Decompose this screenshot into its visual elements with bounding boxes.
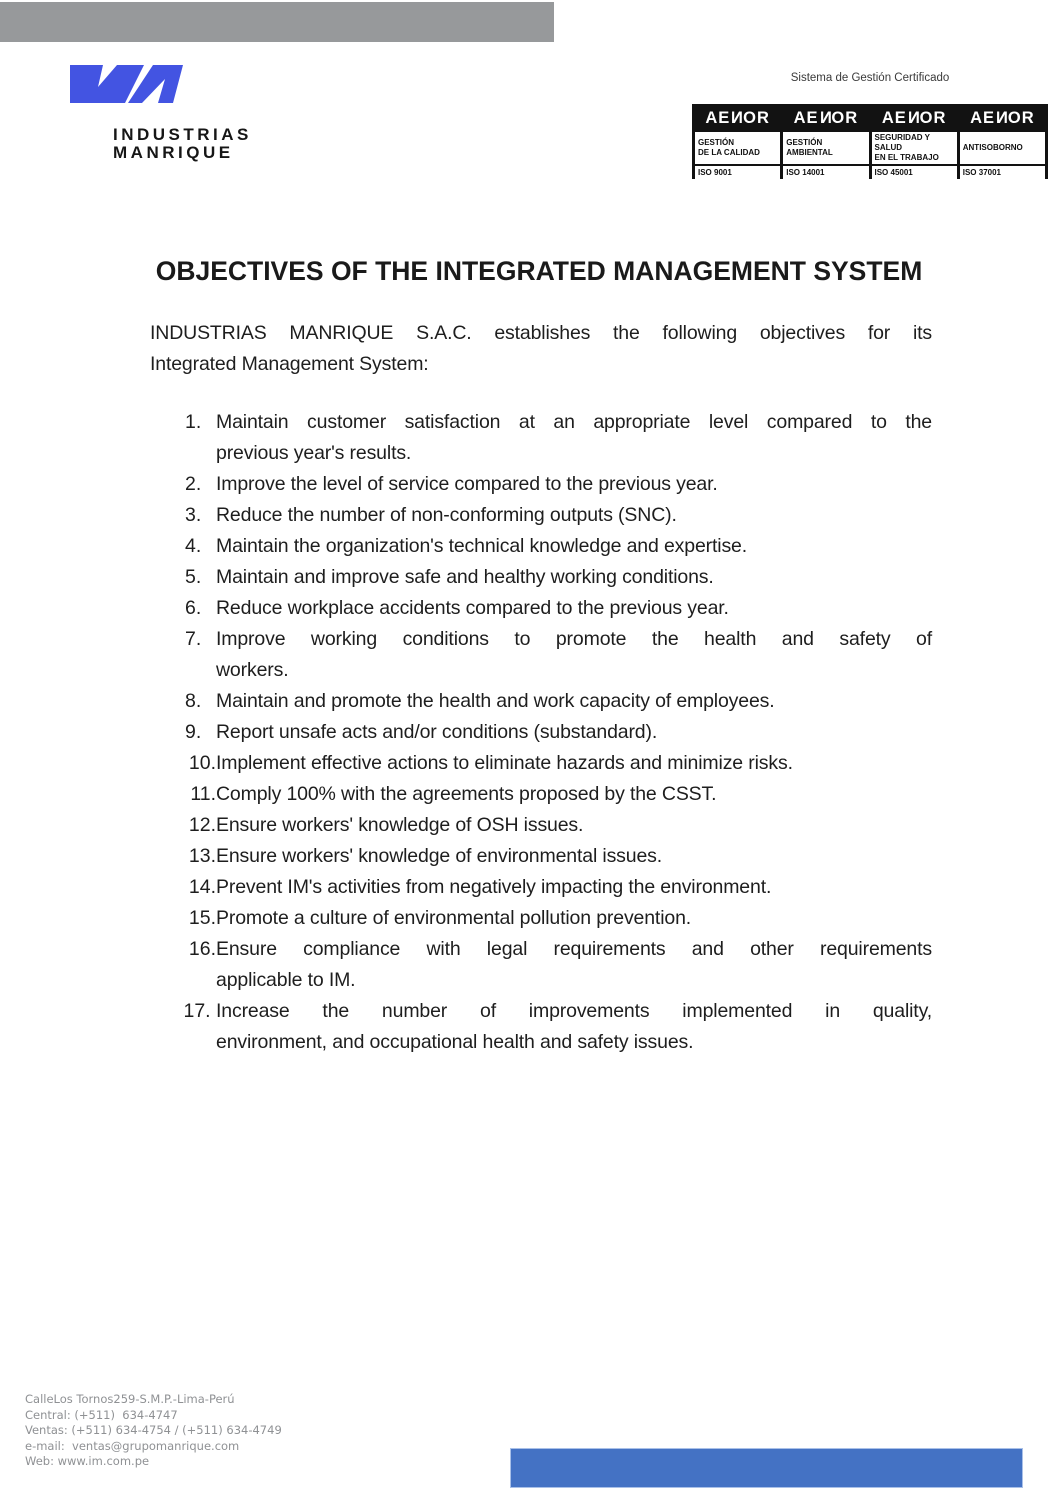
iso-standard: ISO 45001 xyxy=(872,166,957,179)
company-logo-icon xyxy=(70,64,183,103)
aenor-letters: AE xyxy=(705,109,731,127)
objective-line: Implement effective actions to eliminate hazards and minimize risks. xyxy=(216,752,793,774)
objective-number: 3. xyxy=(185,504,202,526)
aenor-reversed-n-icon: N xyxy=(995,109,1008,127)
objective-line: previous year's results. xyxy=(216,442,412,464)
aenor-wordmark xyxy=(783,107,868,130)
intro-paragraph xyxy=(150,318,932,380)
objective-line: workers. xyxy=(216,659,289,681)
aenor-column xyxy=(960,107,1045,179)
objective-number: 8. xyxy=(185,690,202,712)
objective-line: applicable to IM. xyxy=(216,969,356,991)
aenor-letters: OR xyxy=(743,109,770,127)
objective-item xyxy=(150,500,932,531)
footer-line: e-mail: ventas@grupomanrique.com xyxy=(25,1438,240,1453)
objective-number: 6. xyxy=(185,597,202,619)
certification-scheme xyxy=(872,132,957,164)
objective-item xyxy=(150,934,932,996)
certification-scheme xyxy=(783,132,868,164)
objective-item xyxy=(150,407,932,469)
objective-line: Maintain customer satisfaction at an appropriate level compared to the xyxy=(216,411,932,433)
scheme-line: DE LA CALIDAD xyxy=(698,148,760,157)
objective-item xyxy=(150,562,932,593)
objective-number: 14. xyxy=(188,876,216,898)
objective-line: Improve working conditions to promote the health and safety of xyxy=(216,628,932,650)
objective-number: 7. xyxy=(185,628,202,650)
objective-item xyxy=(150,841,932,872)
scheme-line: AMBIENTAL xyxy=(786,148,833,157)
objective-line: Ensure workers' knowledge of environmental issues. xyxy=(216,845,663,867)
logo-monogram-icon xyxy=(70,64,183,103)
footer-line: Central: (+511) 634-4747 xyxy=(25,1407,178,1422)
objective-item xyxy=(150,717,932,748)
objective-number: 9. xyxy=(185,721,202,743)
objective-item xyxy=(150,996,932,1058)
objective-number: 16. xyxy=(188,938,216,960)
aenor-wordmark xyxy=(695,107,780,130)
objective-item xyxy=(150,748,932,779)
certification-scheme xyxy=(960,132,1045,164)
aenor-reversed-n-icon: N xyxy=(730,109,744,127)
footer-line: Ventas: (+511) 634-4754 / (+511) 634-4749 xyxy=(25,1423,282,1437)
aenor-column xyxy=(695,107,780,179)
objective-number: 11. xyxy=(190,783,216,805)
iso-standard: ISO 14001 xyxy=(783,166,868,179)
objective-number: 4. xyxy=(185,535,202,557)
company-name xyxy=(113,126,252,161)
objective-item xyxy=(150,624,932,686)
objective-item xyxy=(150,593,932,624)
objective-number: 12. xyxy=(188,814,216,836)
objective-line: Maintain the organization's technical knowledge and expertise. xyxy=(216,535,748,557)
aenor-column xyxy=(783,107,868,179)
objective-item xyxy=(150,531,932,562)
objective-number: 5. xyxy=(185,566,202,588)
objective-line: Prevent IM's activities from negatively impacting the environment. xyxy=(216,876,772,898)
aenor-column xyxy=(872,107,957,179)
objective-number: 10. xyxy=(188,752,216,774)
certification-caption: Sistema de Gestión Certificado xyxy=(790,72,950,84)
iso-standard: ISO 9001 xyxy=(695,166,780,179)
objective-item xyxy=(150,686,932,717)
objective-item xyxy=(150,469,932,500)
scheme-line: GESTIÓN xyxy=(698,138,735,147)
aenor-letters: AE xyxy=(793,109,819,127)
objective-line: Improve the level of service compared to the previous year. xyxy=(216,473,718,495)
objective-line: Promote a culture of environmental pollution prevention. xyxy=(216,907,692,929)
brand-line-1: INDUSTRIAS xyxy=(113,125,252,144)
objective-number: 15. xyxy=(188,907,216,929)
iso-standard: ISO 37001 xyxy=(960,166,1045,179)
aenor-reversed-n-icon: N xyxy=(906,109,920,127)
objectives-list xyxy=(150,407,932,1058)
footer-line: Web: www.im.com.pe xyxy=(25,1454,150,1468)
aenor-letters: OR xyxy=(1007,109,1035,127)
objective-line: Maintain and promote the health and work capacity of employees. xyxy=(216,690,775,712)
scheme-line: GESTIÓN xyxy=(786,138,823,147)
footer-line: CalleLos Tornos259-S.M.P.-Lima-Perú xyxy=(25,1392,235,1406)
objective-item xyxy=(150,779,932,810)
aenor-certification-table xyxy=(692,104,1048,179)
objective-line: Comply 100% with the agreements proposed by the CSST. xyxy=(216,783,717,805)
objective-number: 17. xyxy=(183,1000,216,1022)
top-gray-bar xyxy=(0,2,554,42)
intro-line: INDUSTRIAS MANRIQUE S.A.C. establishes the following objectives for its xyxy=(150,322,932,344)
objective-line: Reduce the number of non-conforming outputs (SNC). xyxy=(216,504,677,526)
aenor-reversed-n-icon: N xyxy=(818,109,832,127)
objective-line: Increase the number of improvements implemented in quality, xyxy=(216,1000,932,1022)
objective-item xyxy=(150,903,932,934)
objective-line: environment, and occupational health and safety issues. xyxy=(216,1031,694,1053)
scheme-line: EN EL TRABAJO xyxy=(874,153,939,162)
intro-line: Integrated Management System: xyxy=(150,353,429,375)
footer-contact xyxy=(25,1392,282,1470)
aenor-letters: OR xyxy=(831,109,859,127)
objective-item xyxy=(150,872,932,903)
aenor-letters: AE xyxy=(970,109,995,127)
aenor-letters: OR xyxy=(919,109,947,127)
objective-line: Reduce workplace accidents compared to the previous year. xyxy=(216,597,729,619)
aenor-wordmark xyxy=(960,107,1045,130)
document-title: OBJECTIVES OF THE INTEGRATED MANAGEMENT SYSTEM xyxy=(155,256,923,286)
objective-line: Report unsafe acts and/or conditions (substandard). xyxy=(216,721,658,743)
aenor-letters: AE xyxy=(881,109,907,127)
scheme-line: SEGURIDAD Y SALUD xyxy=(874,133,930,152)
objective-number: 1. xyxy=(185,411,202,433)
objective-line: Maintain and improve safe and healthy working conditions. xyxy=(216,566,714,588)
aenor-wordmark xyxy=(872,107,957,130)
certification-scheme xyxy=(695,132,780,164)
bottom-blue-bar xyxy=(510,1448,1023,1488)
brand-line-2: MANRIQUE xyxy=(113,142,234,162)
objective-number: 13. xyxy=(188,845,216,867)
objective-item xyxy=(150,810,932,841)
objective-number: 2. xyxy=(185,473,202,495)
objective-line: Ensure workers' knowledge of OSH issues. xyxy=(216,814,584,836)
scheme-line: ANTISOBORNO xyxy=(962,143,1023,152)
objective-line: Ensure compliance with legal requirements and other requirements xyxy=(216,938,932,960)
